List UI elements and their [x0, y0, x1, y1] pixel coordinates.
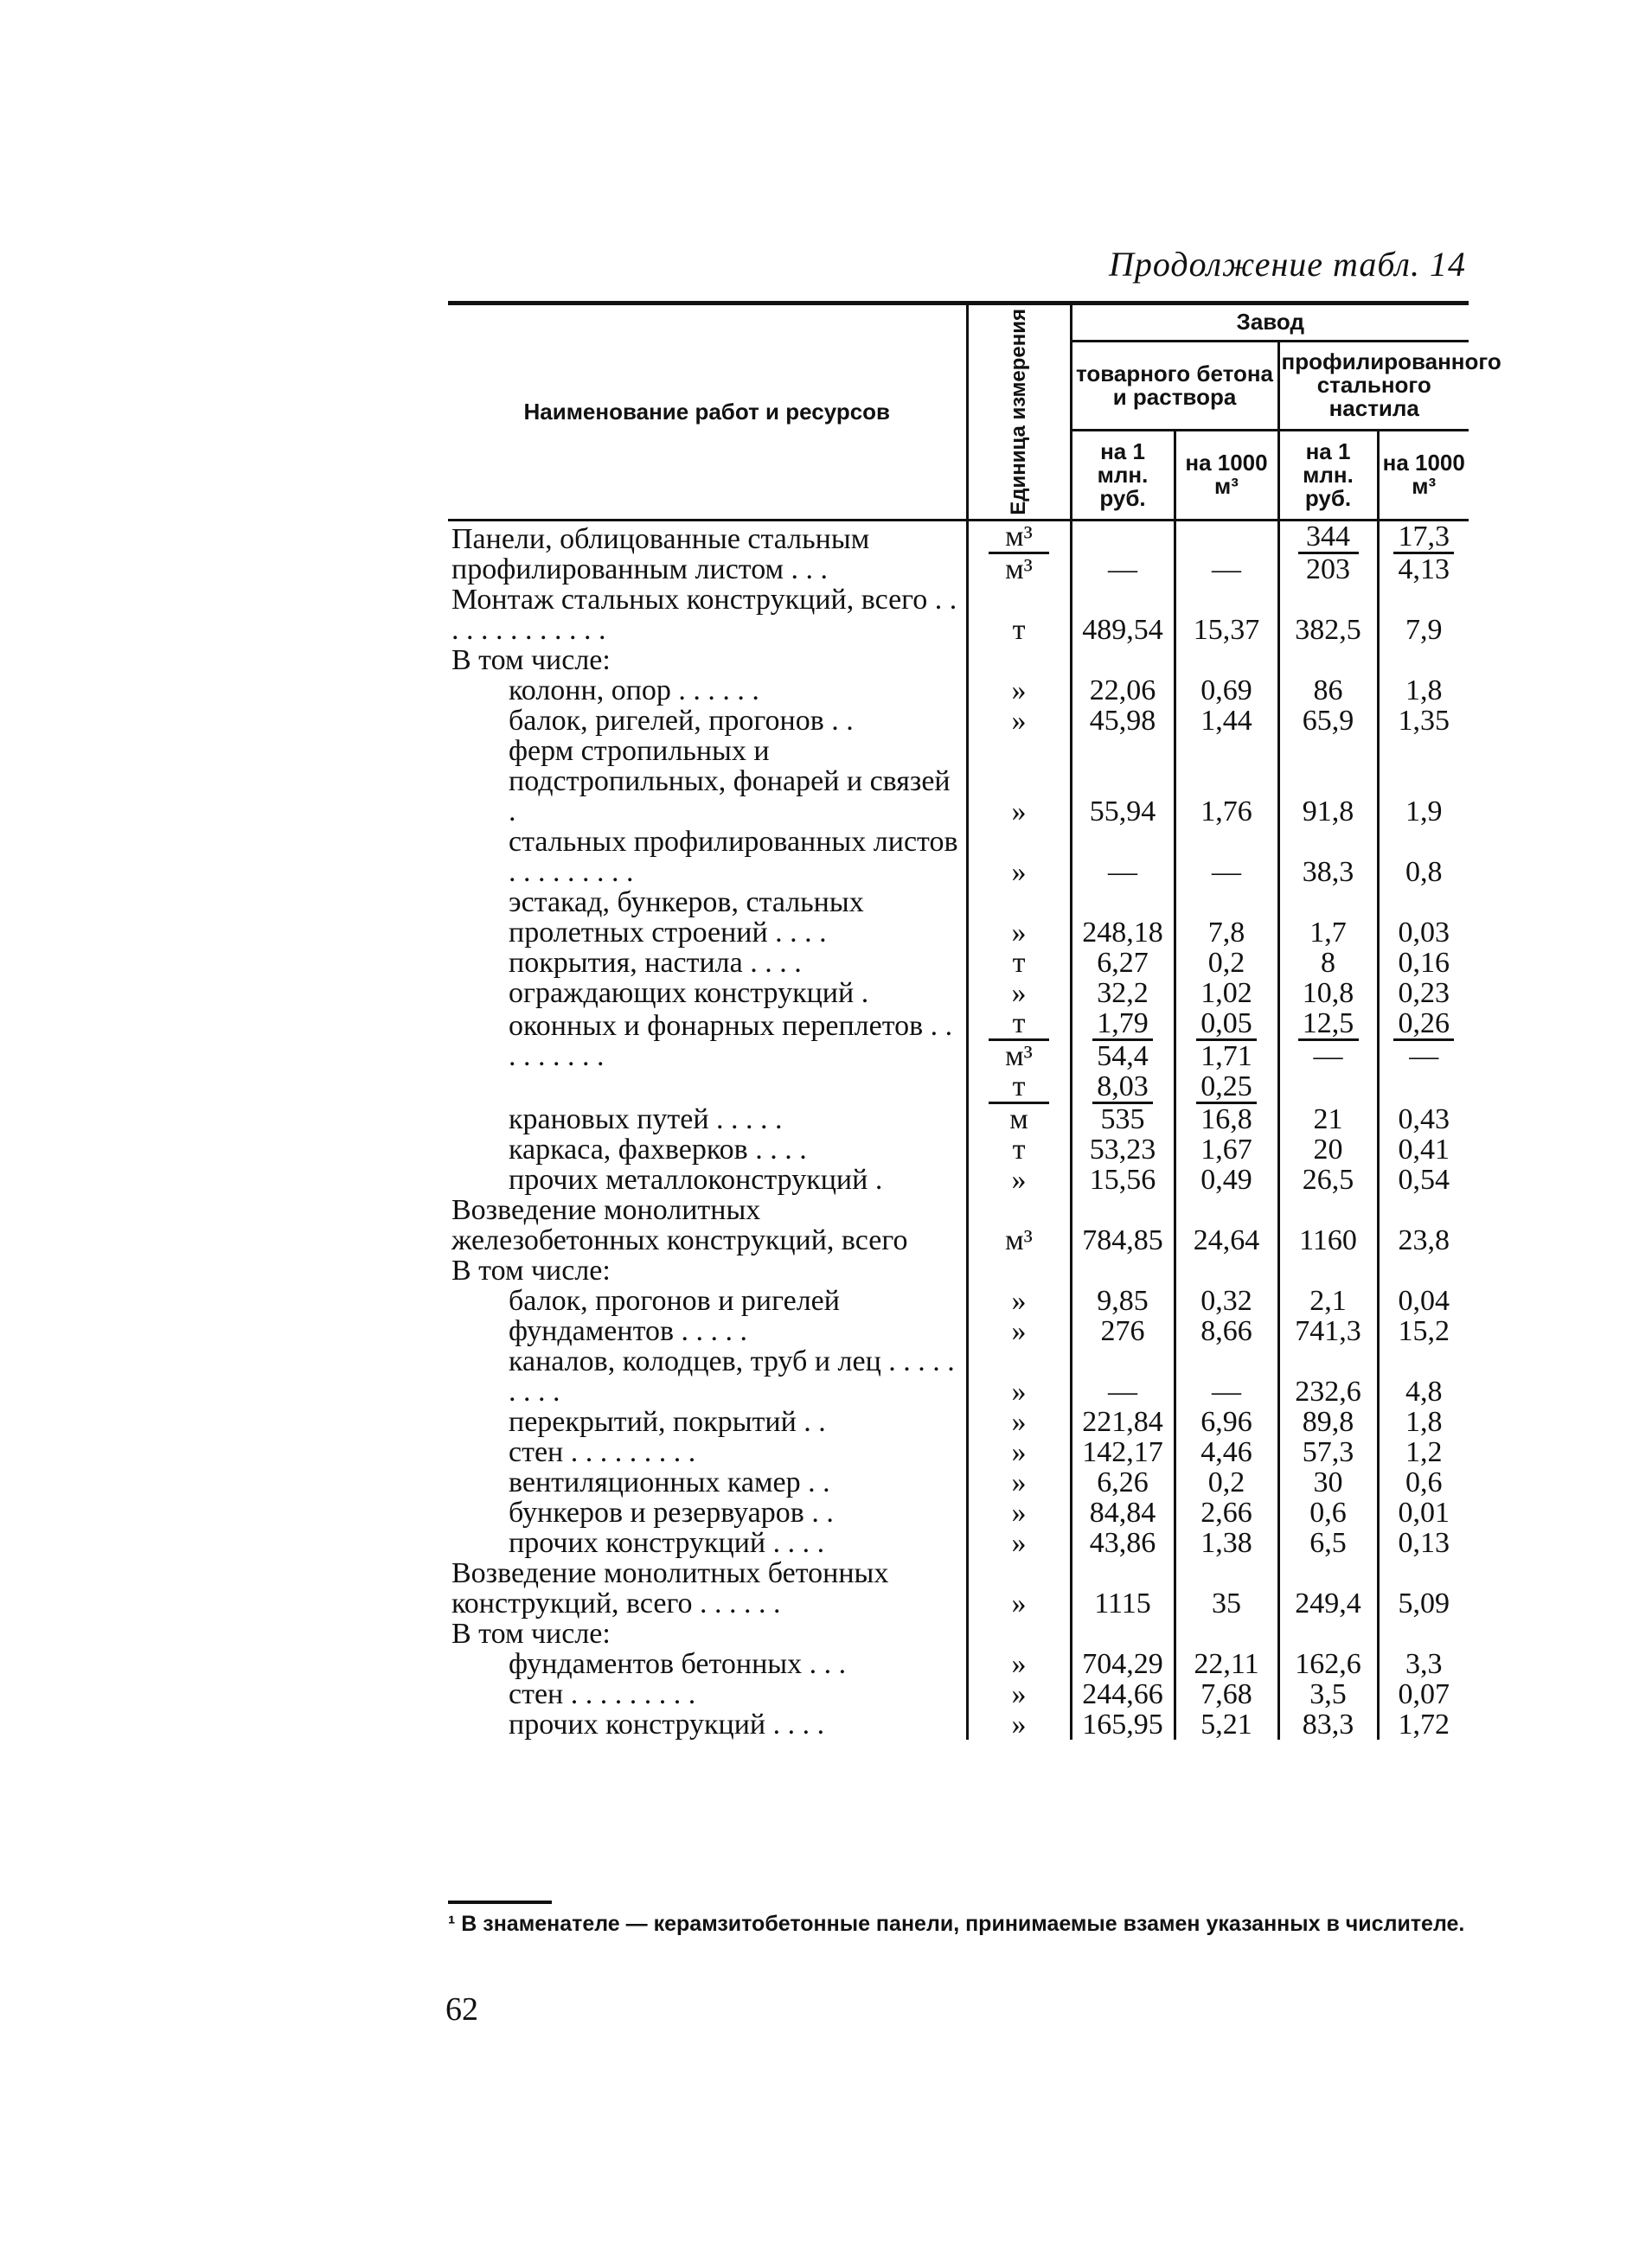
table-row: [448, 1649, 1469, 1679]
row-unit: »: [967, 827, 1071, 887]
row-a-per-mln: 53,23: [1071, 1134, 1175, 1165]
row-b-per-mln: [1278, 1619, 1378, 1649]
row-b-per-1000: 0,04: [1378, 1286, 1469, 1316]
row-a-per-mln: 704,29: [1071, 1649, 1175, 1679]
row-b-per-1000: [1378, 645, 1469, 675]
row-a-per-1000-denominator: 16,8: [1200, 1102, 1252, 1135]
row-a-per-1000: 35: [1175, 1558, 1278, 1619]
table-row: [448, 1558, 1469, 1619]
row-a-per-mln-denominator: 535: [1100, 1102, 1145, 1135]
row-name: вентиляционных камер . .: [509, 1466, 830, 1498]
row-a-per-mln-numerator: 8,03: [1092, 1071, 1153, 1104]
row-a-per-mln-denominator: 54,4: [1097, 1039, 1149, 1072]
row-a-per-1000: 1,44: [1175, 706, 1278, 736]
row-a-per-mln: 1115: [1071, 1558, 1175, 1619]
row-b-per-mln: [1278, 520, 1378, 585]
row-name: прочих металлоконструкций .: [509, 1163, 883, 1196]
row-a-per-1000: 0,2: [1175, 948, 1278, 978]
row-a-per-mln: 165,95: [1071, 1709, 1175, 1740]
row-unit-denominator: м: [1009, 1102, 1028, 1135]
row-unit: [967, 1255, 1071, 1286]
row-unit: »: [967, 736, 1071, 827]
row-unit: »: [967, 1709, 1071, 1740]
row-a-per-1000: —: [1175, 1346, 1278, 1407]
row-a-per-mln: [1071, 645, 1175, 675]
row-a-per-1000: 22,11: [1175, 1649, 1278, 1679]
row-a-per-mln: 276: [1071, 1316, 1175, 1346]
table-row: [448, 1437, 1469, 1467]
row-unit: »: [967, 675, 1071, 706]
row-unit: »: [967, 1407, 1071, 1437]
row-b-per-mln: 91,8: [1278, 736, 1378, 827]
row-name: каркаса, фахверков . . . .: [509, 1133, 807, 1166]
row-unit: т: [967, 585, 1071, 645]
col-b-per-mln: на 1 млн. руб.: [1278, 431, 1378, 521]
row-unit-denominator: м³: [1005, 1039, 1033, 1072]
row-b-per-1000: 0,43: [1378, 1071, 1469, 1134]
row-name: стен . . . . . . . . .: [509, 1435, 696, 1468]
row-a-per-1000-numerator: 0,25: [1196, 1071, 1257, 1104]
table-header: [448, 305, 1501, 520]
row-a-per-mln: 244,66: [1071, 1679, 1175, 1709]
table-row: [448, 1679, 1469, 1709]
row-a-per-1000: [1175, 1255, 1278, 1286]
row-a-per-mln: 9,85: [1071, 1286, 1175, 1316]
row-b-per-1000: 0,8: [1378, 827, 1469, 887]
row-b-per-mln: 232,6: [1278, 1346, 1378, 1407]
row-b-per-mln: 10,8: [1278, 978, 1378, 1008]
row-a-per-mln: 45,98: [1071, 706, 1175, 736]
row-unit: »: [967, 706, 1071, 736]
row-b-per-mln: 0,6: [1278, 1498, 1378, 1528]
row-unit: [967, 1008, 1071, 1071]
row-unit-numerator: т: [989, 1008, 1049, 1041]
row-b-per-1000: 0,54: [1378, 1165, 1469, 1195]
row-b-per-mln: 249,4: [1278, 1558, 1378, 1619]
col-group-a-header: товарного бетона и раствора: [1071, 341, 1278, 431]
row-unit: »: [967, 1165, 1071, 1195]
row-a-per-1000: 6,96: [1175, 1407, 1278, 1437]
row-a-per-mln: [1071, 1619, 1175, 1649]
col-a-per-mln: на 1 млн. руб.: [1071, 431, 1175, 521]
col-a-per-1000: на 1000 м³: [1175, 431, 1278, 521]
row-a-per-1000: 0,49: [1175, 1165, 1278, 1195]
row-a-per-1000: 1,38: [1175, 1528, 1278, 1558]
row-b-per-1000: 1,2: [1378, 1437, 1469, 1467]
row-a-per-mln-numerator: 1,79: [1092, 1008, 1153, 1041]
row-b-per-1000-numerator: 17,3: [1393, 521, 1454, 554]
table-row: [448, 1316, 1469, 1346]
row-a-per-mln: 32,2: [1071, 978, 1175, 1008]
table-row: [448, 1195, 1469, 1255]
table-row: [448, 1498, 1469, 1528]
row-b-per-mln: 1160: [1278, 1195, 1378, 1255]
table-row: [448, 1467, 1469, 1498]
row-unit: »: [967, 1649, 1071, 1679]
row-name: ферм стропильных и подстропильных, фонарей и связей .: [509, 734, 958, 827]
row-unit: [967, 1071, 1071, 1134]
row-b-per-mln: 86: [1278, 675, 1378, 706]
row-name: перекрытий, покрытий . .: [509, 1405, 826, 1438]
row-name: балок, прогонов и ригелей: [509, 1284, 840, 1317]
table-row: [448, 1619, 1469, 1649]
row-b-per-1000: 0,16: [1378, 948, 1469, 978]
row-b-per-mln: 57,3: [1278, 1437, 1378, 1467]
row-name: В том числе:: [451, 1617, 611, 1650]
row-name: В том числе:: [451, 643, 611, 676]
row-name: фундаментов . . . . .: [509, 1314, 748, 1347]
table-row: [448, 827, 1469, 887]
row-a-per-1000: —: [1175, 827, 1278, 887]
row-unit: »: [967, 1558, 1071, 1619]
row-name: Возведение монолитных железобетонных конструкций, всего: [451, 1193, 908, 1256]
row-a-per-mln: 489,54: [1071, 585, 1175, 645]
row-a-per-1000: 8,66: [1175, 1316, 1278, 1346]
row-name: Возведение монолитных бетонных конструкций, всего . . . . . .: [451, 1556, 896, 1620]
row-b-per-1000: 1,8: [1378, 675, 1469, 706]
row-b-per-mln: [1278, 645, 1378, 675]
row-a-per-mln: 248,18: [1071, 887, 1175, 948]
row-name: покрытия, настила . . . .: [509, 946, 802, 979]
row-a-per-1000: 0,2: [1175, 1467, 1278, 1498]
row-a-per-1000-denominator: 1,71: [1200, 1039, 1252, 1072]
row-unit-denominator: м³: [1005, 553, 1033, 585]
row-a-per-1000-numerator: 0,05: [1196, 1008, 1257, 1041]
row-b-per-1000: 0,6: [1378, 1467, 1469, 1498]
page-number: 62: [445, 1991, 478, 2028]
row-a-per-mln: —: [1071, 520, 1175, 585]
row-b-per-mln: 162,6: [1278, 1649, 1378, 1679]
row-a-per-1000: 0,32: [1175, 1286, 1278, 1316]
row-name: крановых путей . . . . .: [509, 1102, 783, 1135]
row-name: каналов, колодцев, труб и лец . . . . . . . . .: [509, 1345, 963, 1408]
row-b-per-mln: 20: [1278, 1134, 1378, 1165]
table-row: [448, 948, 1469, 978]
table-body: [448, 520, 1469, 1740]
row-b-per-mln-denominator: 203: [1306, 553, 1350, 585]
row-b-per-mln-denominator: —: [1313, 1039, 1343, 1072]
row-name: ограждающих конструкций .: [509, 976, 869, 1009]
row-b-per-1000: [1378, 1008, 1469, 1071]
row-name: прочих конструкций . . . .: [509, 1526, 825, 1559]
row-unit: »: [967, 978, 1071, 1008]
page-header: Продолжение табл. 14: [1108, 245, 1466, 284]
table-row: [448, 1407, 1469, 1437]
row-b-per-mln-numerator: 12,5: [1298, 1008, 1359, 1041]
row-name: стен . . . . . . . . .: [509, 1677, 696, 1710]
row-a-per-mln: —: [1071, 827, 1175, 887]
table-row: [448, 1709, 1469, 1740]
row-b-per-1000-numerator: 0,26: [1393, 1008, 1454, 1041]
col-name-header: Наименование работ и ресурсов: [448, 305, 967, 520]
row-a-per-1000: 0,69: [1175, 675, 1278, 706]
table-row: [448, 1165, 1469, 1195]
row-b-per-mln: 65,9: [1278, 706, 1378, 736]
row-a-per-1000: 1,76: [1175, 736, 1278, 827]
row-b-per-mln: 6,5: [1278, 1528, 1378, 1558]
row-a-per-1000: 1,02: [1175, 978, 1278, 1008]
row-unit: »: [967, 1346, 1071, 1407]
table-row: [448, 1134, 1469, 1165]
footnote-rule: [448, 1901, 552, 1904]
col-group-b-header: профилированного стального настила: [1278, 341, 1469, 431]
row-b-per-mln: 3,5: [1278, 1679, 1378, 1709]
row-unit-numerator: т: [989, 1071, 1049, 1104]
row-b-per-mln: 89,8: [1278, 1407, 1378, 1437]
row-unit: »: [967, 1498, 1071, 1528]
row-a-per-1000: —: [1175, 520, 1278, 585]
row-a-per-1000: 1,67: [1175, 1134, 1278, 1165]
row-a-per-mln: 15,56: [1071, 1165, 1175, 1195]
row-name: прочих конструкций . . . .: [509, 1708, 825, 1741]
row-b-per-1000: 1,9: [1378, 736, 1469, 827]
table-row: [448, 1071, 1469, 1134]
row-name: Панели, облицованные стальным профилированным листом . . .: [451, 522, 877, 585]
row-a-per-mln: [1071, 1255, 1175, 1286]
table-row: [448, 585, 1469, 645]
row-unit: »: [967, 1679, 1071, 1709]
row-a-per-mln: 6,26: [1071, 1467, 1175, 1498]
row-a-per-1000: [1175, 1071, 1278, 1134]
row-name: стальных профилированных листов . . . . . . . . .: [509, 825, 965, 888]
row-b-per-1000-denominator: —: [1409, 1039, 1439, 1072]
table-row: [448, 736, 1469, 827]
table-row: [448, 978, 1469, 1008]
row-unit: [967, 520, 1071, 585]
row-a-per-mln: [1071, 1008, 1175, 1071]
row-b-per-1000: 0,03: [1378, 887, 1469, 948]
row-a-per-mln: 43,86: [1071, 1528, 1175, 1558]
row-b-per-1000-denominator: 4,13: [1398, 553, 1450, 585]
row-b-per-mln: 8: [1278, 948, 1378, 978]
row-b-per-1000: 0,01: [1378, 1498, 1469, 1528]
row-name: балок, ригелей, прогонов . .: [509, 704, 854, 737]
table-row: [448, 520, 1469, 585]
row-name: фундаментов бетонных . . .: [509, 1647, 847, 1680]
table-row: [448, 1286, 1469, 1316]
row-unit: »: [967, 1286, 1071, 1316]
resource-table: [448, 301, 1501, 1741]
row-b-per-mln: [1278, 1255, 1378, 1286]
row-b-per-1000: [1378, 1255, 1469, 1286]
row-unit: »: [967, 1316, 1071, 1346]
row-unit: [967, 645, 1071, 675]
table-row: [448, 706, 1469, 736]
row-b-per-mln: 83,3: [1278, 1709, 1378, 1740]
row-a-per-1000: 7,8: [1175, 887, 1278, 948]
row-b-per-1000: [1378, 1619, 1469, 1649]
row-a-per-1000: 15,37: [1175, 585, 1278, 645]
row-b-per-1000: 0,41: [1378, 1134, 1469, 1165]
footnote: ¹ В знаменателе — керамзитобетонные панели, принимаемые взамен указанных в числителе.: [448, 1912, 1465, 1936]
row-a-per-mln: 84,84: [1071, 1498, 1175, 1528]
row-b-per-1000: 3,3: [1378, 1649, 1469, 1679]
row-a-per-1000: [1175, 1619, 1278, 1649]
row-b-per-mln-numerator: 344: [1298, 521, 1359, 554]
row-b-per-mln: 30: [1278, 1467, 1378, 1498]
row-name: бункеров и резервуаров . .: [509, 1496, 834, 1529]
row-b-per-1000: [1378, 520, 1469, 585]
row-a-per-mln: 22,06: [1071, 675, 1175, 706]
table-row: [448, 1255, 1469, 1286]
table-row: [448, 645, 1469, 675]
row-b-per-mln: 2,1: [1278, 1286, 1378, 1316]
row-a-per-1000: [1175, 645, 1278, 675]
row-b-per-1000: 23,8: [1378, 1195, 1469, 1255]
unit-header-text: Единица измерения: [1007, 309, 1031, 515]
row-b-per-1000: 0,07: [1378, 1679, 1469, 1709]
row-b-per-1000: 1,35: [1378, 706, 1469, 736]
row-b-per-1000: 7,9: [1378, 585, 1469, 645]
row-a-per-mln: 784,85: [1071, 1195, 1175, 1255]
table-row: [448, 887, 1469, 948]
row-b-per-1000: 15,2: [1378, 1316, 1469, 1346]
row-a-per-mln: [1071, 1071, 1175, 1134]
row-a-per-mln: 142,17: [1071, 1437, 1175, 1467]
row-name: колонн, опор . . . . . .: [509, 674, 759, 706]
row-unit: »: [967, 887, 1071, 948]
table-row: [448, 1528, 1469, 1558]
row-unit: т: [967, 948, 1071, 978]
row-b-per-1000: 0,13: [1378, 1528, 1469, 1558]
row-a-per-mln: —: [1071, 1346, 1175, 1407]
row-b-per-1000: 1,72: [1378, 1709, 1469, 1740]
row-b-per-mln: 382,5: [1278, 585, 1378, 645]
row-a-per-1000: [1175, 1008, 1278, 1071]
row-name: оконных и фонарных переплетов . . . . . . . . .: [509, 1009, 960, 1072]
table-row: [448, 1008, 1469, 1071]
row-a-per-mln: 6,27: [1071, 948, 1175, 978]
row-b-per-1000: 4,8: [1378, 1346, 1469, 1407]
row-unit-numerator: м³: [989, 521, 1049, 554]
row-b-per-mln: [1278, 1008, 1378, 1071]
row-unit: т: [967, 1134, 1071, 1165]
row-b-per-mln: 26,5: [1278, 1165, 1378, 1195]
row-a-per-1000: 2,66: [1175, 1498, 1278, 1528]
col-factory-header: Завод: [1071, 305, 1469, 341]
row-b-per-1000: 5,09: [1378, 1558, 1469, 1619]
table-row: [448, 675, 1469, 706]
col-b-per-1000: на 1000 м³: [1378, 431, 1469, 521]
row-a-per-1000: 4,46: [1175, 1437, 1278, 1467]
col-unit-header: [967, 305, 1071, 520]
row-b-per-mln: 1,7: [1278, 887, 1378, 948]
row-b-per-mln: 21: [1278, 1071, 1378, 1134]
row-b-per-1000: 1,8: [1378, 1407, 1469, 1437]
row-unit: м³: [967, 1195, 1071, 1255]
row-name: эстакад, бункеров, стальных пролетных строений . . . .: [509, 885, 872, 949]
row-unit: »: [967, 1528, 1071, 1558]
row-a-per-mln: 221,84: [1071, 1407, 1175, 1437]
row-a-per-1000: 7,68: [1175, 1679, 1278, 1709]
row-a-per-1000: 5,21: [1175, 1709, 1278, 1740]
row-unit: »: [967, 1467, 1071, 1498]
row-b-per-mln: 38,3: [1278, 827, 1378, 887]
row-name: Монтаж стальных конструкций, всего . . . . . . . . . . . . .: [451, 583, 964, 646]
row-name: В том числе:: [451, 1254, 611, 1287]
row-b-per-1000: 0,23: [1378, 978, 1469, 1008]
row-a-per-mln: 55,94: [1071, 736, 1175, 827]
row-a-per-1000: 24,64: [1175, 1195, 1278, 1255]
row-b-per-mln: 741,3: [1278, 1316, 1378, 1346]
row-unit: »: [967, 1437, 1071, 1467]
table-row: [448, 1346, 1469, 1407]
row-unit: [967, 1619, 1071, 1649]
